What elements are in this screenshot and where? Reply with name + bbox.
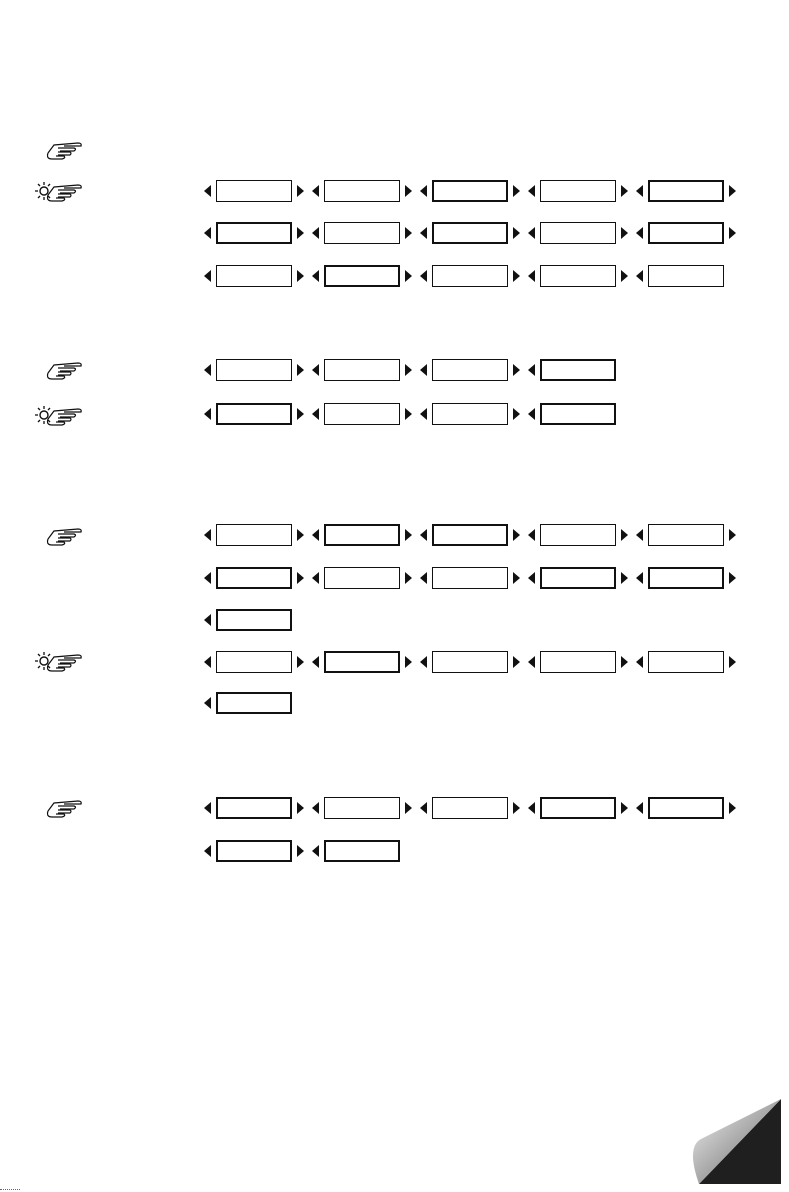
arrow-left-icon — [636, 227, 643, 239]
display-segment-box — [216, 359, 292, 381]
arrow-right-icon — [405, 529, 412, 541]
arrow-right-icon — [405, 572, 412, 584]
pointing-hand-blink-icon — [34, 178, 94, 206]
arrow-left-icon — [204, 185, 211, 197]
arrow-right-icon — [405, 656, 412, 668]
pointing-hand-icon — [34, 794, 94, 822]
arrow-right-icon — [729, 529, 736, 541]
arrow-left-icon — [420, 802, 427, 814]
display-segment-box — [324, 403, 400, 425]
arrow-left-icon — [636, 802, 643, 814]
arrow-left-icon — [312, 270, 319, 282]
arrow-right-icon — [297, 270, 304, 282]
display-segment-box — [648, 222, 724, 244]
arrow-right-icon — [297, 227, 304, 239]
pointing-hand-icon — [34, 522, 94, 550]
arrow-right-icon — [297, 845, 304, 857]
arrow-right-icon — [729, 802, 736, 814]
display-segment-box — [540, 797, 616, 819]
pointing-hand-icon — [34, 356, 94, 384]
arrow-left-icon — [312, 227, 319, 239]
arrow-right-icon — [621, 529, 628, 541]
arrow-left-icon — [420, 364, 427, 376]
display-segment-box — [216, 567, 292, 589]
arrow-right-icon — [621, 227, 628, 239]
arrow-left-icon — [636, 656, 643, 668]
arrow-right-icon — [297, 656, 304, 668]
arrow-right-icon — [513, 408, 520, 420]
display-segment-box — [216, 609, 292, 631]
arrow-right-icon — [513, 185, 520, 197]
pointing-hand-icon — [34, 136, 94, 164]
display-segment-box — [432, 797, 508, 819]
arrow-right-icon — [405, 802, 412, 814]
display-segment-box — [648, 180, 724, 202]
arrow-right-icon — [297, 802, 304, 814]
arrow-right-icon — [513, 656, 520, 668]
display-segment-box — [432, 180, 508, 202]
arrow-left-icon — [312, 656, 319, 668]
arrow-left-icon — [528, 408, 535, 420]
arrow-left-icon — [528, 227, 535, 239]
display-segment-box — [648, 524, 724, 546]
display-segment-box — [216, 651, 292, 673]
arrow-left-icon — [528, 364, 535, 376]
arrow-left-icon — [204, 614, 211, 626]
arrow-left-icon — [204, 656, 211, 668]
arrow-right-icon — [405, 408, 412, 420]
display-segment-box — [648, 265, 724, 287]
arrow-right-icon — [513, 529, 520, 541]
display-segment-box — [216, 403, 292, 425]
arrow-right-icon — [405, 270, 412, 282]
pointing-hand-blink-icon — [34, 648, 94, 676]
arrow-left-icon — [420, 572, 427, 584]
arrow-left-icon — [636, 185, 643, 197]
arrow-left-icon — [204, 572, 211, 584]
display-segment-box — [540, 222, 616, 244]
arrow-left-icon — [636, 572, 643, 584]
display-segment-box — [432, 222, 508, 244]
arrow-right-icon — [297, 529, 304, 541]
arrow-right-icon — [621, 802, 628, 814]
arrow-right-icon — [513, 572, 520, 584]
page-curl-icon — [671, 1099, 781, 1184]
display-segment-box — [324, 797, 400, 819]
pointing-hand-blink-icon — [34, 402, 94, 430]
display-segment-box — [540, 265, 616, 287]
display-segment-box — [216, 222, 292, 244]
arrow-left-icon — [204, 227, 211, 239]
display-segment-box — [216, 797, 292, 819]
arrow-right-icon — [513, 270, 520, 282]
arrow-right-icon — [297, 364, 304, 376]
arrow-right-icon — [513, 364, 520, 376]
display-segment-box — [216, 692, 292, 714]
display-segment-box — [324, 567, 400, 589]
display-segment-box — [216, 524, 292, 546]
arrow-right-icon — [297, 185, 304, 197]
arrow-left-icon — [204, 270, 211, 282]
arrow-left-icon — [204, 364, 211, 376]
arrow-left-icon — [528, 656, 535, 668]
arrow-right-icon — [513, 802, 520, 814]
arrow-left-icon — [204, 408, 211, 420]
arrow-left-icon — [528, 185, 535, 197]
arrow-left-icon — [312, 408, 319, 420]
arrow-right-icon — [621, 656, 628, 668]
display-segment-box — [324, 180, 400, 202]
arrow-right-icon — [405, 227, 412, 239]
display-segment-box — [648, 797, 724, 819]
arrow-left-icon — [312, 529, 319, 541]
display-segment-box — [324, 359, 400, 381]
display-segment-box — [540, 359, 616, 381]
display-segment-box — [432, 524, 508, 546]
arrow-left-icon — [312, 802, 319, 814]
arrow-right-icon — [297, 572, 304, 584]
arrow-right-icon — [729, 227, 736, 239]
display-segment-box — [432, 651, 508, 673]
display-segment-box — [324, 222, 400, 244]
arrow-left-icon — [312, 364, 319, 376]
display-segment-box — [432, 403, 508, 425]
display-segment-box — [540, 567, 616, 589]
arrow-left-icon — [420, 408, 427, 420]
display-segment-box — [324, 651, 400, 673]
display-segment-box — [432, 567, 508, 589]
display-segment-box — [216, 265, 292, 287]
arrow-left-icon — [420, 270, 427, 282]
arrow-left-icon — [636, 270, 643, 282]
display-segment-box — [540, 524, 616, 546]
display-segment-box — [540, 651, 616, 673]
arrow-left-icon — [204, 845, 211, 857]
display-segment-box — [324, 265, 400, 287]
arrow-right-icon — [621, 185, 628, 197]
display-segment-box — [540, 403, 616, 425]
arrow-left-icon — [528, 802, 535, 814]
arrow-left-icon — [204, 802, 211, 814]
arrow-right-icon — [729, 185, 736, 197]
display-segment-box — [432, 359, 508, 381]
arrow-left-icon — [204, 697, 211, 709]
footer-rule — [0, 1189, 20, 1191]
display-segment-box — [540, 180, 616, 202]
display-segment-box — [324, 524, 400, 546]
arrow-right-icon — [729, 572, 736, 584]
display-segment-box — [648, 567, 724, 589]
arrow-left-icon — [528, 529, 535, 541]
display-segment-box — [648, 651, 724, 673]
arrow-right-icon — [405, 364, 412, 376]
arrow-right-icon — [621, 572, 628, 584]
arrow-left-icon — [420, 656, 427, 668]
arrow-left-icon — [420, 185, 427, 197]
arrow-right-icon — [729, 656, 736, 668]
arrow-right-icon — [621, 270, 628, 282]
display-segment-box — [324, 840, 400, 862]
arrow-right-icon — [405, 185, 412, 197]
arrow-left-icon — [312, 572, 319, 584]
arrow-right-icon — [297, 408, 304, 420]
arrow-left-icon — [312, 185, 319, 197]
arrow-left-icon — [312, 845, 319, 857]
arrow-left-icon — [204, 529, 211, 541]
arrow-left-icon — [420, 227, 427, 239]
display-segment-box — [216, 180, 292, 202]
arrow-left-icon — [420, 529, 427, 541]
arrow-left-icon — [528, 572, 535, 584]
arrow-right-icon — [513, 227, 520, 239]
arrow-left-icon — [636, 529, 643, 541]
display-segment-box — [432, 265, 508, 287]
arrow-left-icon — [528, 270, 535, 282]
display-segment-box — [216, 840, 292, 862]
